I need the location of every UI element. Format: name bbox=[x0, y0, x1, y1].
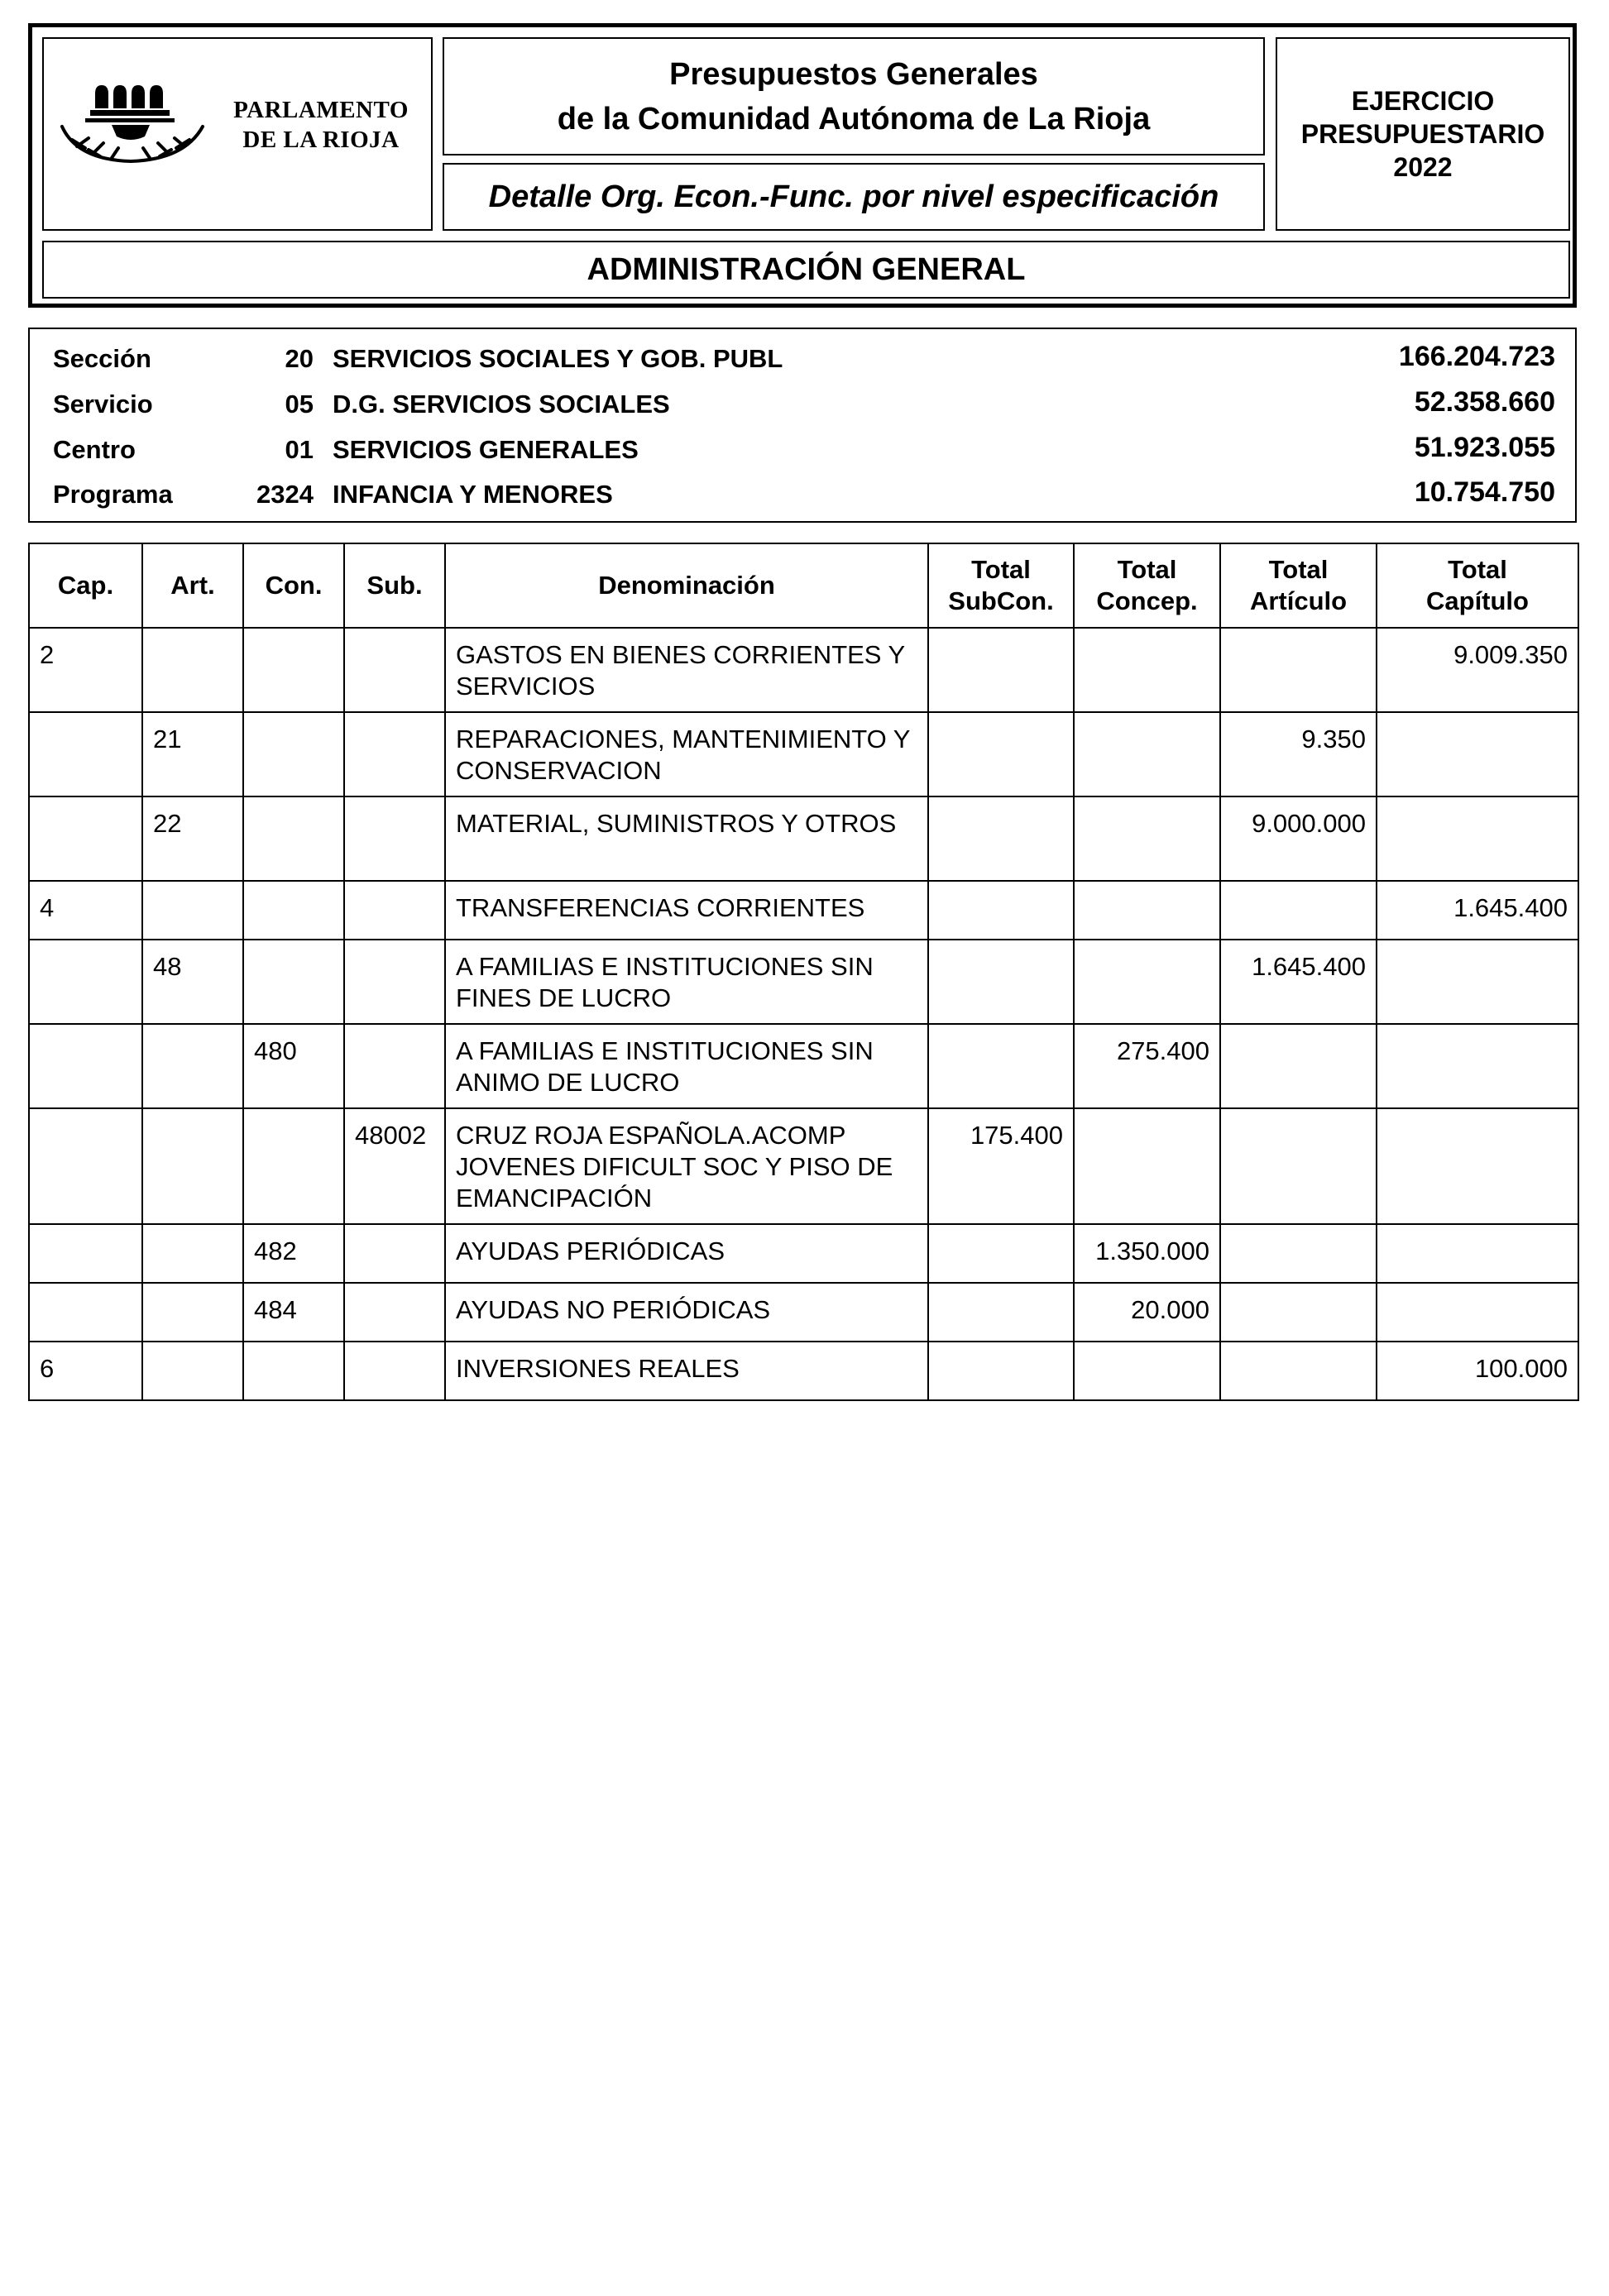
cell-sub bbox=[344, 628, 445, 712]
cell-con bbox=[243, 712, 344, 796]
cell-denominacion: REPARACIONES, MANTENIMIENTO Y CONSERVACION bbox=[445, 712, 928, 796]
table-row bbox=[29, 1342, 1578, 1400]
col-header-line: Total bbox=[1448, 555, 1507, 584]
cell-total-subcon bbox=[928, 1224, 1074, 1283]
cell-cap: 4 bbox=[29, 881, 142, 940]
table-row bbox=[29, 712, 1578, 796]
ejercicio-year: 2022 bbox=[1393, 152, 1453, 182]
section-banner bbox=[42, 241, 1570, 299]
col-header-line: SubCon. bbox=[948, 586, 1054, 615]
cell-art: 21 bbox=[142, 712, 243, 796]
cell-denominacion: AYUDAS PERIÓDICAS bbox=[445, 1224, 928, 1283]
parliament-logo-icon bbox=[52, 69, 218, 184]
org-label: Programa bbox=[53, 480, 173, 509]
logo-text-line-2: DE LA RIOJA bbox=[242, 127, 400, 153]
cell-total-concep: 1.350.000 bbox=[1074, 1224, 1220, 1283]
cell-total-articulo bbox=[1220, 1024, 1377, 1108]
cell-con bbox=[243, 1342, 344, 1400]
cell-total-concep bbox=[1074, 1108, 1220, 1224]
org-name: INFANCIA Y MENORES bbox=[333, 480, 613, 509]
cell-total-articulo: 1.645.400 bbox=[1220, 940, 1377, 1024]
cell-denominacion: MATERIAL, SUMINISTROS Y OTROS bbox=[445, 796, 928, 881]
table-row bbox=[29, 940, 1578, 1024]
org-label: Centro bbox=[53, 435, 136, 464]
org-code: 2324 bbox=[256, 480, 314, 509]
cell-cap bbox=[29, 712, 142, 796]
cell-total-capitulo bbox=[1377, 712, 1578, 796]
cell-sub bbox=[344, 1024, 445, 1108]
col-header-line: Total bbox=[1117, 555, 1177, 584]
cell-art bbox=[142, 1224, 243, 1283]
cell-con bbox=[243, 1108, 344, 1224]
table-row bbox=[29, 1108, 1578, 1224]
cell-cap bbox=[29, 1224, 142, 1283]
cell-total-subcon bbox=[928, 1024, 1074, 1108]
org-code: 20 bbox=[285, 344, 314, 373]
cell-total-subcon bbox=[928, 881, 1074, 940]
subtitle-box bbox=[443, 163, 1265, 231]
cell-art: 22 bbox=[142, 796, 243, 881]
org-name: SERVICIOS SOCIALES Y GOB. PUBL bbox=[333, 344, 783, 373]
cell-total-articulo bbox=[1220, 628, 1377, 712]
cell-art bbox=[142, 1283, 243, 1342]
cell-con bbox=[243, 881, 344, 940]
cell-total-articulo bbox=[1220, 1224, 1377, 1283]
org-row-centro bbox=[30, 423, 1575, 468]
cell-cap: 6 bbox=[29, 1342, 142, 1400]
org-amount: 52.358.660 bbox=[1414, 386, 1555, 418]
cell-total-subcon: 175.400 bbox=[928, 1108, 1074, 1224]
cell-total-subcon bbox=[928, 712, 1074, 796]
col-header-line: Total bbox=[1268, 555, 1329, 584]
cell-total-articulo bbox=[1220, 1283, 1377, 1342]
cell-total-articulo: 9.000.000 bbox=[1220, 796, 1377, 881]
cell-denominacion: A FAMILIAS E INSTITUCIONES SIN FINES DE LUCRO bbox=[445, 940, 928, 1024]
cell-total-concep: 275.400 bbox=[1074, 1024, 1220, 1108]
cell-denominacion: INVERSIONES REALES bbox=[445, 1342, 928, 1400]
table-row bbox=[29, 628, 1578, 712]
cell-art bbox=[142, 1024, 243, 1108]
cell-total-capitulo bbox=[1377, 1024, 1578, 1108]
table-row bbox=[29, 1024, 1578, 1108]
col-header-total-capitulo bbox=[1377, 543, 1578, 628]
col-header-art: Art. bbox=[142, 543, 243, 628]
title-line-2: de la Comunidad Autónoma de La Rioja bbox=[557, 101, 1151, 136]
org-name: SERVICIOS GENERALES bbox=[333, 435, 639, 464]
title-line-1: Presupuestos Generales bbox=[669, 56, 1038, 92]
cell-con: 484 bbox=[243, 1283, 344, 1342]
cell-con: 482 bbox=[243, 1224, 344, 1283]
budget-table bbox=[28, 543, 1579, 1401]
cell-con: 480 bbox=[243, 1024, 344, 1108]
table-row bbox=[29, 796, 1578, 881]
cell-sub bbox=[344, 881, 445, 940]
col-header-total-concep bbox=[1074, 543, 1220, 628]
org-amount: 51.923.055 bbox=[1414, 432, 1555, 463]
cell-total-articulo bbox=[1220, 1342, 1377, 1400]
col-header-total-subcon bbox=[928, 543, 1074, 628]
ejercicio-box bbox=[1276, 37, 1570, 231]
cell-total-concep bbox=[1074, 628, 1220, 712]
col-header-total-articulo bbox=[1220, 543, 1377, 628]
table-header-row bbox=[29, 543, 1578, 628]
cell-denominacion: AYUDAS NO PERIÓDICAS bbox=[445, 1283, 928, 1342]
cell-cap bbox=[29, 796, 142, 881]
org-row-seccion bbox=[30, 332, 1575, 377]
cell-total-subcon bbox=[928, 1283, 1074, 1342]
cell-sub bbox=[344, 1224, 445, 1283]
org-row-servicio bbox=[30, 378, 1575, 423]
table-row bbox=[29, 1224, 1578, 1283]
cell-total-concep bbox=[1074, 881, 1220, 940]
cell-total-concep bbox=[1074, 940, 1220, 1024]
cell-total-capitulo bbox=[1377, 940, 1578, 1024]
cell-art bbox=[142, 1342, 243, 1400]
cell-total-articulo: 9.350 bbox=[1220, 712, 1377, 796]
org-name: D.G. SERVICIOS SOCIALES bbox=[333, 390, 670, 419]
cell-sub bbox=[344, 940, 445, 1024]
cell-cap: 2 bbox=[29, 628, 142, 712]
cell-art bbox=[142, 628, 243, 712]
ejercicio-line-1: EJERCICIO bbox=[1351, 86, 1495, 116]
table-row bbox=[29, 1283, 1578, 1342]
cell-total-subcon bbox=[928, 940, 1074, 1024]
org-code: 05 bbox=[285, 390, 314, 419]
logo-box bbox=[42, 37, 433, 231]
cell-total-capitulo: 100.000 bbox=[1377, 1342, 1578, 1400]
org-summary bbox=[28, 328, 1577, 523]
col-header-con: Con. bbox=[243, 543, 344, 628]
cell-art bbox=[142, 881, 243, 940]
cell-total-concep: 20.000 bbox=[1074, 1283, 1220, 1342]
title-box bbox=[443, 37, 1265, 155]
cell-sub bbox=[344, 1342, 445, 1400]
ejercicio-line-2: PRESUPUESTARIO bbox=[1300, 119, 1545, 149]
cell-sub bbox=[344, 796, 445, 881]
cell-total-concep bbox=[1074, 712, 1220, 796]
cell-total-capitulo bbox=[1377, 1108, 1578, 1224]
cell-total-capitulo: 1.645.400 bbox=[1377, 881, 1578, 940]
cell-total-subcon bbox=[928, 796, 1074, 881]
cell-cap bbox=[29, 1283, 142, 1342]
org-code: 01 bbox=[285, 435, 314, 464]
cell-total-capitulo bbox=[1377, 1283, 1578, 1342]
cell-con bbox=[243, 628, 344, 712]
cell-art: 48 bbox=[142, 940, 243, 1024]
cell-total-articulo bbox=[1220, 1108, 1377, 1224]
cell-total-concep bbox=[1074, 1342, 1220, 1400]
document-header bbox=[28, 23, 1577, 308]
col-header-line: Concep. bbox=[1096, 586, 1198, 615]
org-amount: 166.204.723 bbox=[1398, 341, 1555, 372]
col-header-line: Total bbox=[971, 555, 1031, 584]
cell-cap bbox=[29, 1024, 142, 1108]
cell-art bbox=[142, 1108, 243, 1224]
cell-con bbox=[243, 940, 344, 1024]
cell-total-articulo bbox=[1220, 881, 1377, 940]
org-label: Servicio bbox=[53, 390, 153, 419]
logo-text-line-1: PARLAMENTO bbox=[233, 97, 409, 123]
col-header-denominacion: Denominación bbox=[445, 543, 928, 628]
cell-cap bbox=[29, 1108, 142, 1224]
cell-total-capitulo bbox=[1377, 1224, 1578, 1283]
cell-denominacion: A FAMILIAS E INSTITUCIONES SIN ANIMO DE LUCRO bbox=[445, 1024, 928, 1108]
cell-sub: 48002 bbox=[344, 1108, 445, 1224]
org-row-programa bbox=[30, 468, 1575, 513]
cell-sub bbox=[344, 712, 445, 796]
cell-total-capitulo bbox=[1377, 796, 1578, 881]
cell-denominacion: GASTOS EN BIENES CORRIENTES Y SERVICIOS bbox=[445, 628, 928, 712]
cell-con bbox=[243, 796, 344, 881]
section-banner-text: ADMINISTRACIÓN GENERAL bbox=[587, 251, 1026, 287]
table-row bbox=[29, 881, 1578, 940]
cell-total-subcon bbox=[928, 1342, 1074, 1400]
cell-sub bbox=[344, 1283, 445, 1342]
cell-cap bbox=[29, 940, 142, 1024]
cell-denominacion: CRUZ ROJA ESPAÑOLA.ACOMP JOVENES DIFICULT SOC Y PISO DE EMANCIPACIÓN bbox=[445, 1108, 928, 1224]
cell-total-capitulo: 9.009.350 bbox=[1377, 628, 1578, 712]
col-header-cap: Cap. bbox=[29, 543, 142, 628]
cell-denominacion: TRANSFERENCIAS CORRIENTES bbox=[445, 881, 928, 940]
col-header-sub: Sub. bbox=[344, 543, 445, 628]
cell-total-concep bbox=[1074, 796, 1220, 881]
cell-total-subcon bbox=[928, 628, 1074, 712]
col-header-line: Capítulo bbox=[1426, 586, 1529, 615]
org-amount: 10.754.750 bbox=[1414, 476, 1555, 508]
org-label: Sección bbox=[53, 344, 151, 373]
report-subtitle: Detalle Org. Econ.-Func. por nivel especificación bbox=[488, 179, 1219, 214]
logo-text bbox=[218, 95, 424, 155]
col-header-line: Artículo bbox=[1249, 586, 1348, 615]
